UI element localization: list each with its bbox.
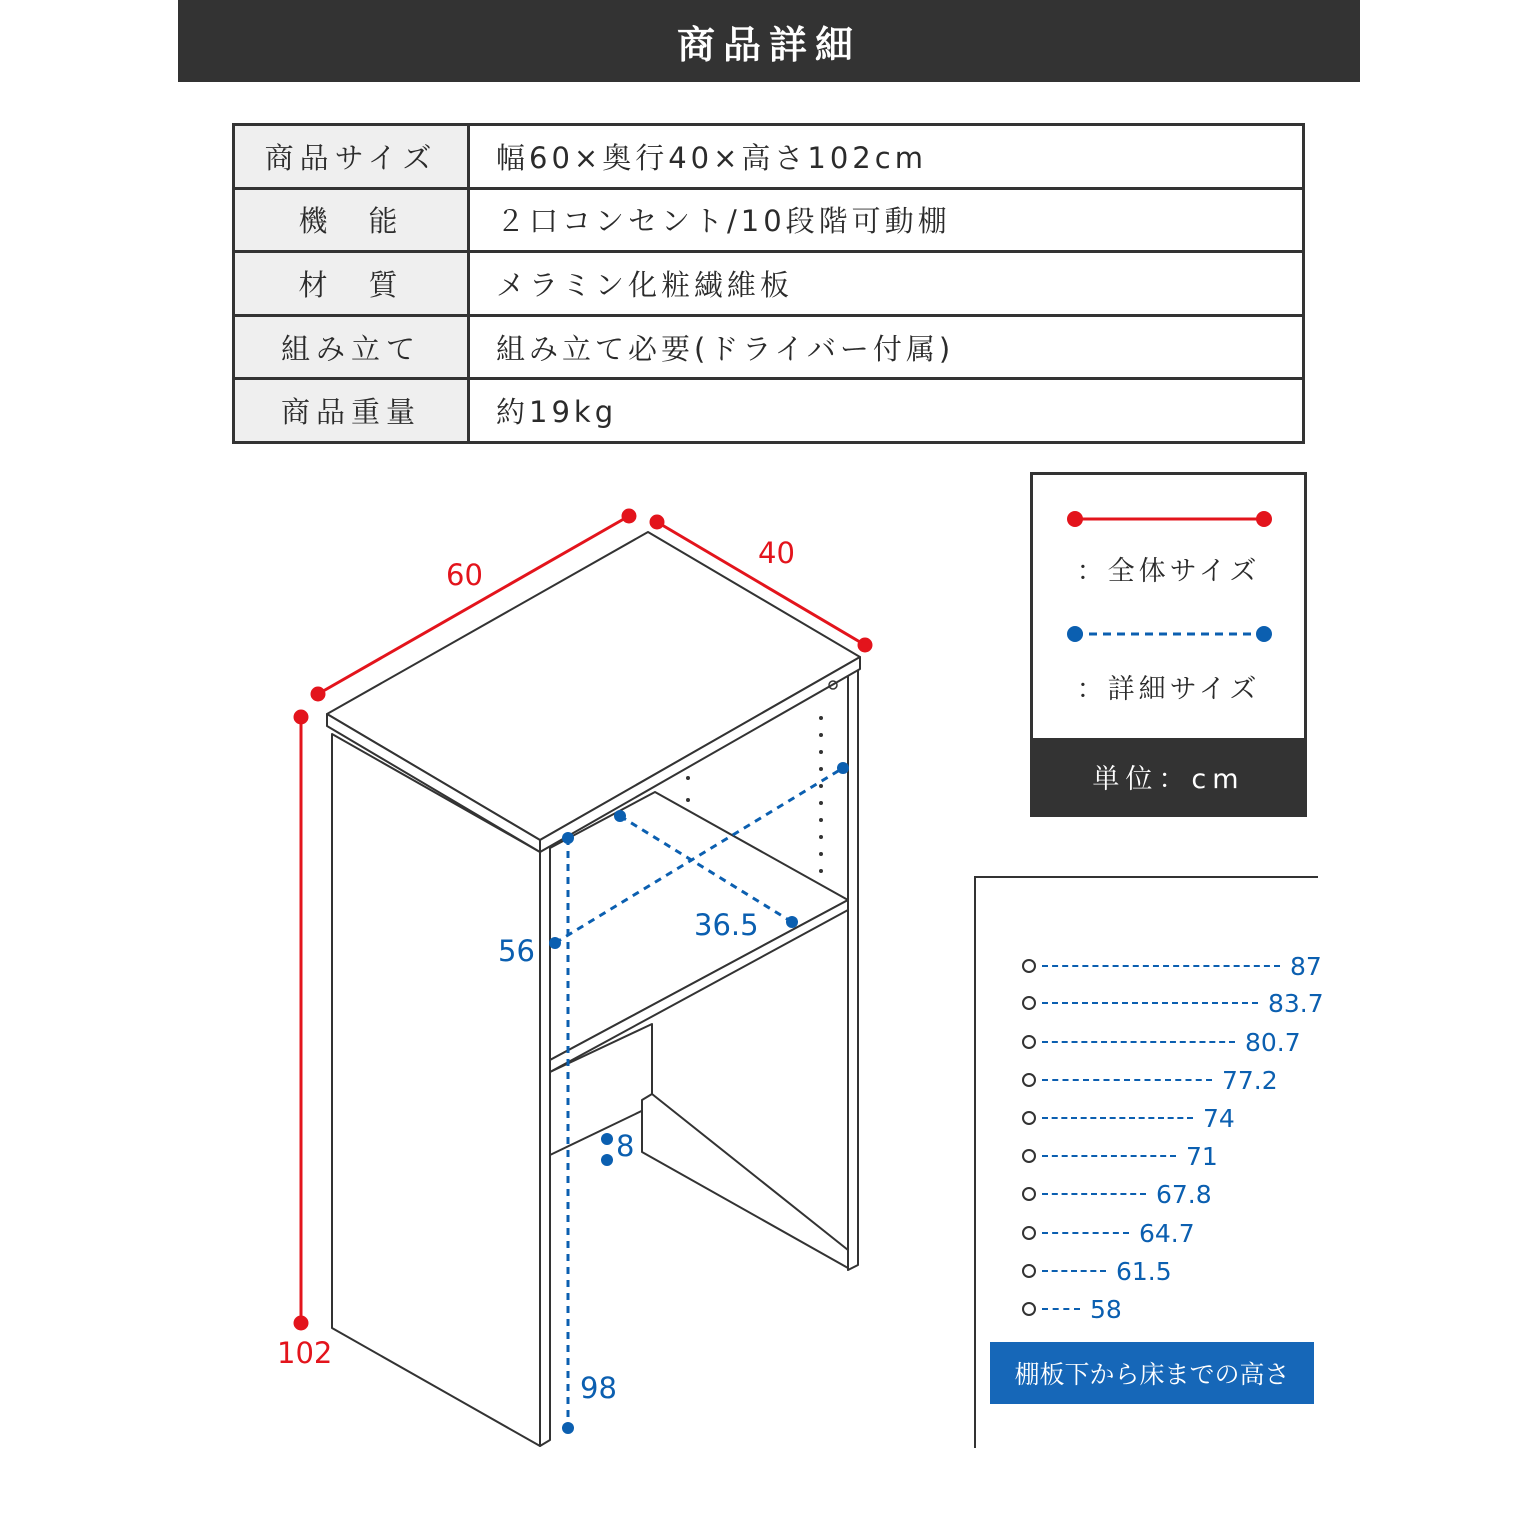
inner-depth-dim-end (786, 916, 798, 928)
height-dim-end (295, 1317, 307, 1329)
shelf-height-marker (1022, 1302, 1036, 1316)
shelf-height-row (1022, 1256, 1172, 1286)
spec-value: 約19kg (469, 379, 1304, 443)
shelf-height-marker (1022, 1187, 1036, 1201)
shelf-pin-hole (686, 798, 690, 802)
inner-width-dim-start (549, 937, 561, 949)
shelf-height-leader (1042, 1041, 1235, 1043)
shelf-height-marker (1022, 1073, 1036, 1087)
shelf-height-row (1022, 1065, 1278, 1095)
width-dim-end (623, 510, 635, 522)
shelf-height-row (1022, 1103, 1235, 1133)
shelf-pin-hole (819, 767, 823, 771)
gap-dim-start (601, 1133, 613, 1145)
spec-value: メラミン化粧繊維板 (469, 252, 1304, 316)
shelf-pin-hole (819, 784, 823, 788)
inner-height-dim-end (562, 1422, 574, 1434)
detail-swatch-start (1067, 626, 1083, 642)
shelf-height-row (1022, 1218, 1195, 1248)
shelf-pin-hole (819, 869, 823, 873)
shelf-height-value: 58 (1090, 1294, 1122, 1324)
shelf-height-value: 83.7 (1268, 988, 1324, 1018)
shelf-height-marker (1022, 1035, 1036, 1049)
page-title: 商品詳細 (178, 0, 1360, 82)
shelf-pin-hole (819, 750, 823, 754)
unit-label: 単位：cm (1033, 738, 1304, 814)
legend-detail-label: ：詳細サイズ (1076, 674, 1261, 705)
shelf-pin-hole (819, 801, 823, 805)
height-dim-start (295, 711, 307, 723)
shelf-height-row (1022, 1179, 1212, 1209)
shelf-height-row (1022, 1141, 1218, 1171)
shelf-height-leader (1042, 1002, 1258, 1004)
height-label: 102 (277, 1336, 333, 1370)
shelf-height-value: 80.7 (1245, 1027, 1301, 1057)
shelf-height-marker (1022, 1226, 1036, 1240)
depth-dim-start (651, 516, 663, 528)
width-dim-start (312, 688, 324, 700)
shelf-height-row (1022, 988, 1324, 1018)
detail-swatch-end (1256, 626, 1272, 642)
legend-box (1030, 472, 1307, 817)
panel-gap-label: 8 (616, 1129, 635, 1163)
shelf-pin-hole (819, 716, 823, 720)
spec-key: 機 能 (234, 188, 469, 252)
shelf-pin-hole (819, 818, 823, 822)
shelf-height-value: 77.2 (1222, 1065, 1278, 1095)
depth-label: 40 (758, 536, 795, 570)
shelf-pin-hole (819, 852, 823, 856)
shelf-height-panel (974, 876, 1324, 1448)
inner-width-label: 56 (498, 934, 535, 968)
shelf-height-marker (1022, 1111, 1036, 1125)
shelf-height-leader (1042, 1079, 1212, 1081)
left-side-panel (332, 734, 540, 1446)
shelf-height-value: 67.8 (1156, 1179, 1212, 1209)
width-label: 60 (446, 558, 483, 592)
gap-dim-end (601, 1154, 613, 1166)
shelf-height-marker (1022, 996, 1036, 1010)
shelf-height-leader (1042, 965, 1280, 967)
inner-depth-label: 36.5 (694, 908, 759, 942)
shelf-height-leader (1042, 1308, 1080, 1310)
spec-key: 商品サイズ (234, 125, 469, 189)
shelf-height-row (1022, 1294, 1122, 1324)
spec-key: 組み立て (234, 315, 469, 379)
shelf-height-value: 61.5 (1116, 1256, 1172, 1286)
overall-swatch-end (1256, 511, 1272, 527)
spec-value: ２口コンセント/10段階可動棚 (469, 188, 1304, 252)
shelf-height-leader (1042, 1117, 1193, 1119)
shelf-height-row (1022, 951, 1322, 981)
inner-width-dim-end (837, 762, 849, 774)
left-panel-edge (540, 846, 550, 1446)
shelf-height-marker (1022, 1264, 1036, 1278)
overall-swatch-start (1067, 511, 1083, 527)
inner-height-dim-start (562, 832, 574, 844)
inner-height-label: 98 (580, 1371, 617, 1405)
shelf-pin-hole (819, 835, 823, 839)
shelf-pin-hole (819, 733, 823, 737)
shelf-height-marker (1022, 959, 1036, 973)
shelf-height-leader (1042, 1232, 1129, 1234)
spec-key: 商品重量 (234, 379, 469, 443)
shelf-height-row (1022, 1027, 1301, 1057)
back-panel-lower (642, 1094, 848, 1268)
shelf-height-caption: 棚板下から床までの高さ (990, 1342, 1314, 1404)
shelf-height-leader (1042, 1193, 1146, 1195)
spec-value: 幅60×奥行40×高さ102cm (469, 125, 1304, 189)
shelf-pin-hole (686, 776, 690, 780)
depth-dim-end (859, 639, 871, 651)
right-side-panel (848, 666, 858, 1270)
shelf-height-value: 71 (1186, 1141, 1218, 1171)
shelf-height-value: 64.7 (1139, 1218, 1195, 1248)
legend-overall-label: ：全体サイズ (1076, 556, 1261, 587)
shelf-height-value: 74 (1203, 1103, 1235, 1133)
inner-depth-dim-start (614, 810, 626, 822)
shelf-height-value: 87 (1290, 951, 1322, 981)
shelf-height-leader (1042, 1270, 1106, 1272)
spec-key: 材 質 (234, 252, 469, 316)
shelf-height-marker (1022, 1149, 1036, 1163)
spec-value: 組み立て必要(ドライバー付属) (469, 315, 1304, 379)
shelf-height-leader (1042, 1155, 1176, 1157)
